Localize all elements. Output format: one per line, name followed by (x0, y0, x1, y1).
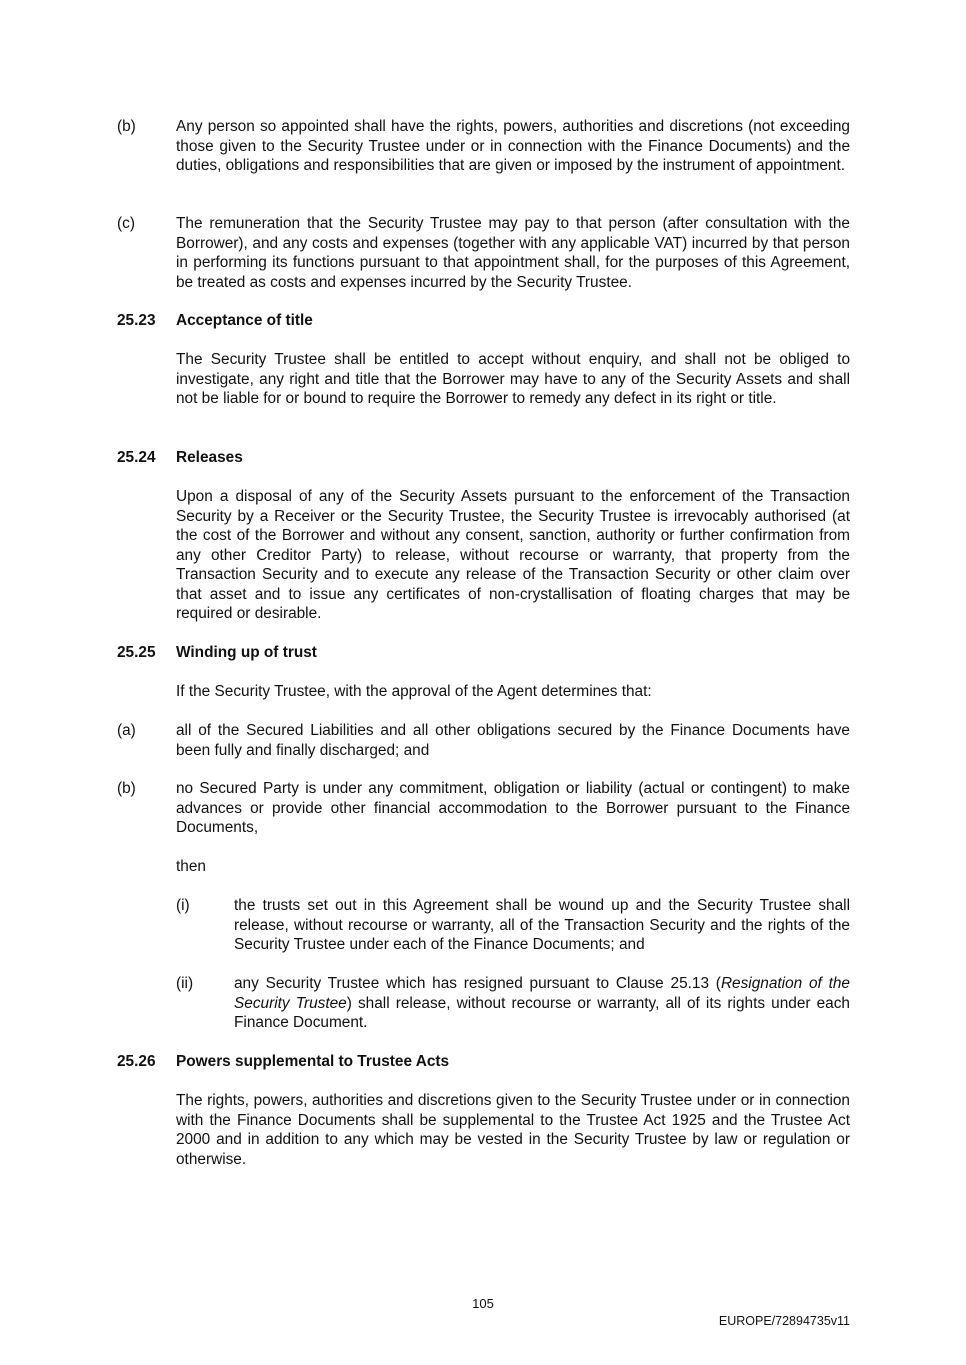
section-25-25-ii-text-part1: any Security Trustee which has resigned pursuant to Clause 25.13 ( (234, 975, 721, 992)
section-25-24-title: Releases (176, 449, 243, 466)
section-25-25-i-label: (i) (176, 897, 190, 914)
section-25-25-then: then (176, 858, 206, 875)
section-25-25-title: Winding up of trust (176, 644, 317, 661)
section-25-26-title: Powers supplemental to Trustee Acts (176, 1053, 450, 1070)
section-25-25-ii-text-part2: ) shall release, without recourse or warranty, all of its rights under each Finance Document. (234, 994, 850, 1031)
section-25-25-number: 25.25 (117, 644, 156, 661)
item-b-label: (b) (117, 118, 136, 135)
page-number: 105 (472, 1296, 494, 1311)
section-25-23-body: The Security Trustee shall be entitled to accept without enquiry, and shall not be obliged to investigate, any right and title that the Borrower may have to any of the Security Assets and shall not be liable for or bound to require the Borrower to remedy any defect in its right or title. (176, 351, 850, 407)
section-25-23-number: 25.23 (117, 312, 156, 329)
section-25-26-body: The rights, powers, authorities and discretions given to the Security Trustee under or in connection with the Finance Documents shall be supplemental to the Trustee Act 1925 and the Trustee Act 2000 and in addition to any which may be vested in the Security Trustee by law or regulation or otherwise. (176, 1092, 850, 1168)
section-25-26-number: 25.26 (117, 1053, 156, 1070)
item-c-text: The remuneration that the Security Trustee may pay to that person (after consultation with the Borrower), and any costs and expenses (together with any applicable VAT) incurred by that person in performing its functions pursuant to that appointment shall, for the purposes of this Agreement, be treated as costs and expenses incurred by the Security Trustee. (176, 215, 850, 291)
section-25-25-ii-text-italic: Resignation of the Security Trustee (234, 975, 850, 1012)
section-25-25-i-text: the trusts set out in this Agreement shall be wound up and the Security Trustee shall release, without recourse or warranty, all of the Transaction Security and the rights of the Security Trustee under each of the Finance Documents; and (234, 897, 850, 953)
item-c-label: (c) (117, 215, 135, 232)
section-25-25-ii-text (234, 974, 850, 1033)
section-25-23-title: Acceptance of title (176, 312, 313, 329)
section-25-25-b-label: (b) (117, 780, 136, 797)
section-25-24-body: Upon a disposal of any of the Security Assets pursuant to the enforcement of the Transaction Security by a Receiver or the Security Trustee, the Security Trustee is irrevocably authorised (at the cost of the Borrower and without any consent, sanction, authority or further confirmation from any other Creditor Party) to release, without recourse or warranty, that property from the Transaction Security and to execute any release of the Transaction Security or other claim over that asset and to issue any certificates of non-crystallisation of floating charges that may be required or desirable. (176, 488, 850, 622)
section-25-25-intro: If the Security Trustee, with the approval of the Agent determines that: (176, 683, 652, 700)
section-25-25-a-text: all of the Secured Liabilities and all other obligations secured by the Finance Documents have been fully and finally discharged; and (176, 722, 850, 759)
section-25-25-b-text: no Secured Party is under any commitment, obligation or liability (actual or contingent) to make advances or provide other financial accommodation to the Borrower pursuant to the Finance Documents, (176, 780, 850, 836)
section-25-24-number: 25.24 (117, 449, 156, 466)
section-25-25-a-label: (a) (117, 722, 136, 739)
item-b-text: Any person so appointed shall have the rights, powers, authorities and discretions (not exceeding those given to the Security Trustee under or in connection with the Finance Documents) and the duties, obligations and responsibilities that are given or imposed by the instrument of appointment. (176, 118, 850, 174)
section-25-25-ii-label: (ii) (176, 975, 194, 992)
document-reference: EUROPE/72894735v11 (718, 1314, 850, 1328)
